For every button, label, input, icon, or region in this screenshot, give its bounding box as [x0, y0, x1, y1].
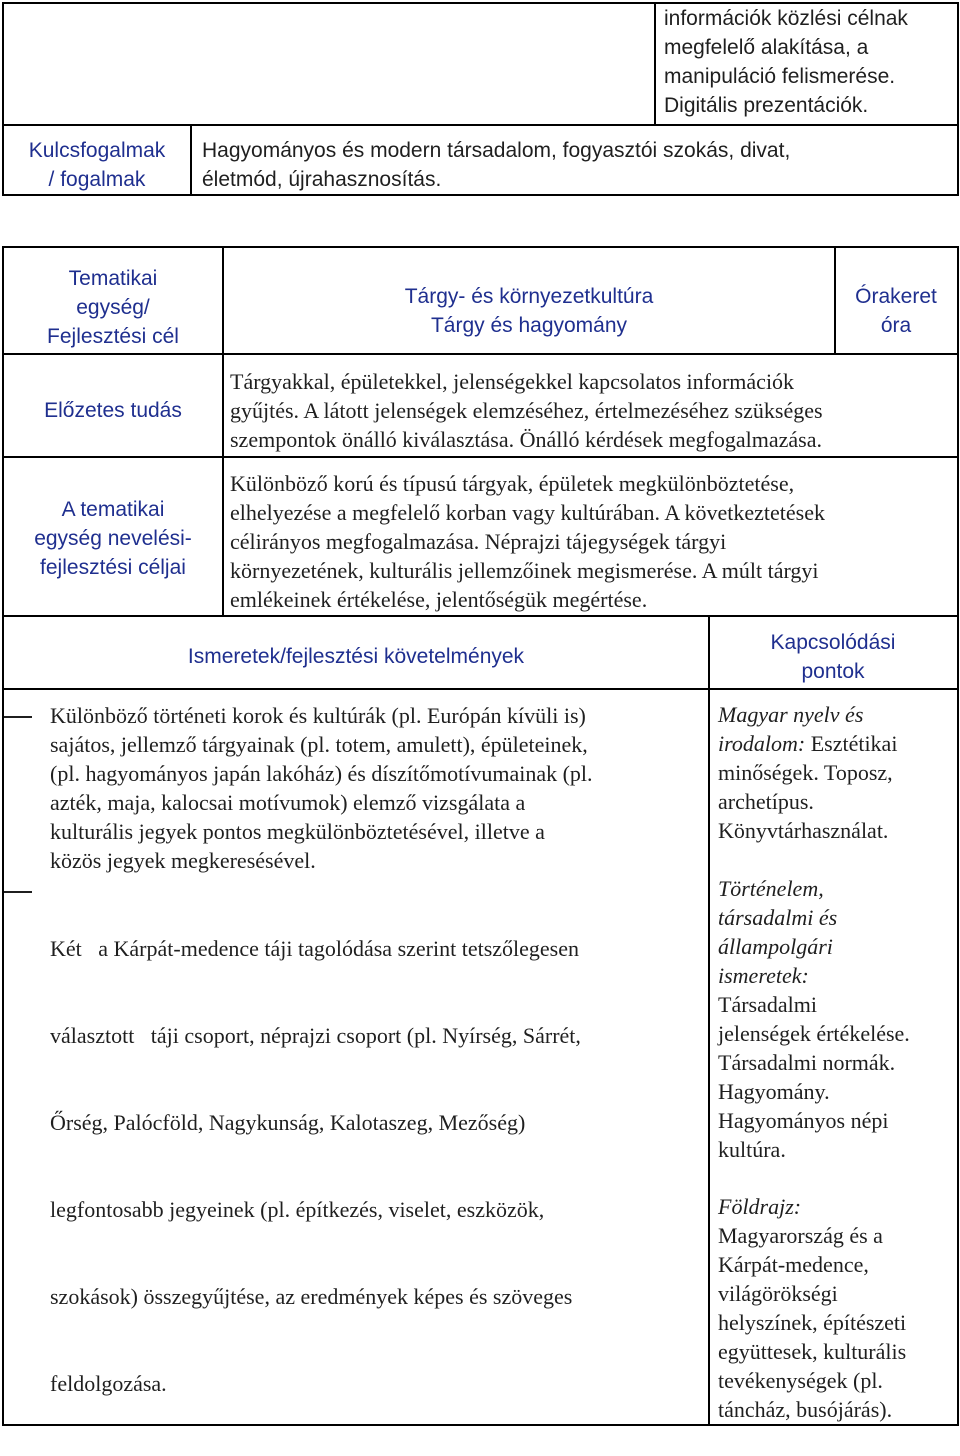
goals-label: A tematikai egység nevelési- fejlesztési céljai — [34, 498, 192, 579]
requirement-item: Különböző történeti korok és kultúrák (pl. Európán kívüli is) sajátos, jellemző tárgyainak (pl. totem, amulett), épületeinek, (pl. hagyományos japán lakóház) és díszítőmotívumainak (pl. azték, maja, kalocsai motívumok) elemző vizsgálata a kulturális jegyek pontos megkülönböztetésével, illetve a közös jegyek megkeresésével. — [50, 703, 593, 873]
key-concepts-text: Hagyományos és modern társadalom, fogyasztói szokás, divat, életmód, újrahasznosítás. — [202, 139, 791, 191]
dash-bullet-icon — [4, 716, 32, 718]
unit-label: Tematikai egység/ Fejlesztési cél — [47, 267, 179, 348]
requirement-item: Két a Kárpát-medence táji tagolódása szerint tetszőlegesen választott táji csoport, néprajzi csoport (pl. Nyírség, Sárrét, Őrség, Palócföld, Nagykunság, Kalotaszeg, Mezőség) legfontosabb jegyeinek (pl. építkezés, viselet, eszközök, szokások) összegyűjtése, az eredmények képes és szöveges feldolgozása. — [50, 936, 581, 1396]
connection-hungarian: Magyar nyelv és irodalom: Esztétikai minőségek. Toposz, archetípus. Könyvtárhasználat. — [718, 702, 898, 843]
goals-text: Különböző korú és típusú tárgyak, épületek megkülönböztetése, elhelyezése a megfelelő korban vagy kultúrában. A következtetések célirányos megfogalmazása. Néprajzi tájegységek tárgyi környezetének, kulturális jellemzőinek megismerése. A múlt tárgyi emlékeinek értékelése, jelentőségük megértése. — [230, 471, 825, 612]
requirements-header: Ismeretek/fejlesztési követelmények — [187, 645, 525, 668]
hours-label: Órakeret óra — [855, 285, 937, 337]
connection-geography: Földrajz: Magyarország és a Kárpát-medence, világörökségi helyszínek, építészeti együttesek, kulturális tevékenységek (pl. táncház, busójárás). — [718, 1194, 907, 1422]
key-concepts-label: Kulcsfogalmak / fogalmak — [28, 139, 166, 191]
dash-bullet-icon — [4, 891, 32, 893]
prior-knowledge-text: Tárgyakkal, épületekkel, jelenségekkel kapcsolatos információk gyűjtés. A látott jelenségek elemzéséhez, értelmezéséhez szükséges szempontok önálló kiválasztása. Önálló kérdések megfogalmazása. — [230, 369, 823, 452]
connections-header: Kapcsolódási pontok — [770, 631, 896, 683]
prior-knowledge-label: Előzetes tudás — [44, 399, 182, 422]
unit-title: Tárgy- és környezetkultúra Tárgy és hagyomány — [404, 285, 654, 337]
connection-history: Történelem, társadalmi és állampolgári ismeretek: Társadalmi jelenségek értékelése. Társadalmi normák. Hagyomány. Hagyományos népi kultúra. — [718, 876, 910, 1162]
continued-text: információk közlési célnak megfelelő alakítása, a manipuláció felismerése. Digitális prezentációk. — [664, 7, 908, 117]
